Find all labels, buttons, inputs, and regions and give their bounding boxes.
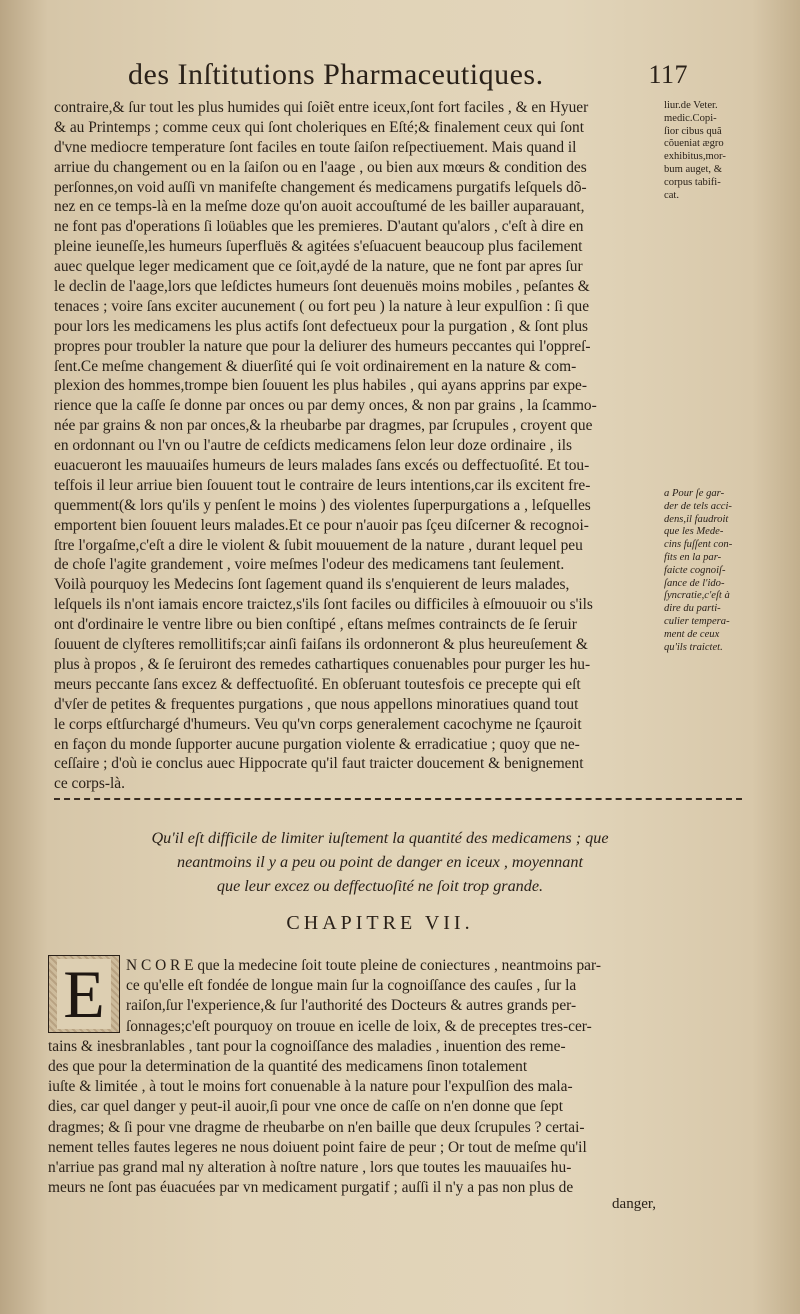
text-line: teſfois il leur arriue bien ſouuent tout le contraire de leurs intentions,car ils excitent fre- [54, 476, 591, 494]
text-line: Voilà pourquoy les Medecins ſont ſagement quand ils s'enquierent de leurs malades, [54, 576, 570, 594]
text-line: d'vſer de petites & frequentes purgations , que nous appellons minoratiues quand tout [54, 695, 579, 713]
text-line: n'arriue pas grand mal ny alteration à noſtre nature , lors que toutes les mauuaiſes hu- [48, 1158, 572, 1176]
text-line: iuſte & limitée , à tout le moins fort conuenable à la nature pour l'expulſion des mala- [48, 1078, 573, 1096]
text-line: ſent.Ce meſme changement & diuerſité qui ſe voit ordinairement en la nature & com- [54, 357, 577, 375]
running-head-title: des Inſtitutions Pharmaceutiques. [128, 58, 544, 91]
text-line: arriue du changement ou en la ſaiſon ou en l'aage , ou bien aux mœurs & condition des [54, 158, 587, 176]
margin-note-line: dire du parti- [664, 603, 721, 615]
text-line: ceſſaire ; d'où ie conclus auec Hippocrate qu'il faut traicter doucement & benignement [54, 755, 584, 773]
text-line: d'vne mediocre temperature ſont faciles en toute ſaiſon reſpectiuement. Mais quand il [54, 138, 577, 156]
text-line: propres pour troubler la nature que pour la deliurer des humeurs peccantes qui l'oppreſ- [54, 337, 591, 355]
text-line: ne font pas d'operations ſi loüables que les premieres. D'autant qu'alors , c'eſt à dire en [54, 218, 584, 236]
text-line: le declin de l'aage,lors que leſdictes humeurs ſont deuenuës moins mobiles , peſantes & [54, 278, 590, 296]
margin-note-line: ment de ceux [664, 628, 720, 640]
margin-note-line: ſance de l'ido- [664, 577, 725, 589]
margin-note-line: que les Mede- [664, 526, 724, 538]
text-line: ſtre l'orgaſme,c'eſt a dire le violent & ſubit mouuement de la nature , durant lequel peu [54, 536, 583, 554]
margin-note-line: dens,il faudroit [664, 513, 729, 525]
heading-line: neantmoins il y a peu ou point de danger en iceux , moyennant [177, 853, 583, 871]
text-line: quemment(& lors qu'ils y penſent le moins ) des violentes ſuperpurgations a , leſquelles [54, 496, 591, 514]
text-line: ce qu'elle eſt fondée de longue main ſur la cognoiſſance des cauſes , ſur la [126, 977, 577, 995]
text-line: contraire,& ſur tout les plus humides qui ſoiẽt entre iceux,ſont fort faciles , & en Hyuer [54, 99, 589, 116]
text-line: meurs peccante ſans excez & deffectuoſité. En obſeruant toutesfois ce precepte qui eſt [54, 675, 581, 693]
text-line: rience que la caſſe ſe donne par onces ou par demy onces, & non par grains , la ſcammo- [54, 397, 597, 415]
margin-note-line: cõueniat ægro [664, 138, 724, 150]
text-line: pleine ieuneſſe,les humeurs ſuperfluës & agitées s'eſuacuent beaucoup plus facilement [54, 238, 583, 256]
ornamental-initial-letter: E [57, 959, 111, 1029]
margin-note-line: exhibitus,mor- [664, 151, 726, 163]
margin-note-line: liur.de Veter. [664, 100, 718, 111]
text-line: raiſon,ſur l'experience,& ſur l'authorité des Docteurs & autres grands per- [126, 997, 577, 1015]
margin-note-line: bum auget, & [664, 163, 722, 175]
text-line: N C O R E que la medecine ſoit toute pleine de coniectures , neantmoins par- [126, 957, 601, 974]
text-line: pour lors les medicamens les plus actifs ſont defectueux pour la purgation , & ſont plus [54, 317, 589, 335]
text-line: perſonnes,on void auſſi vn manifeſte changement és medicamens purgatifs leſquels dõ- [54, 178, 587, 196]
margin-note-line: medic.Copi- [664, 112, 717, 124]
text-line: des que pour la determination de la quantité des medicamens ſinon totalement [48, 1057, 528, 1075]
text-line: ſouuent de clyſteres remollitifs;car ainſi faiſans ils ordonneront & plus heureuſement & [54, 636, 588, 654]
chapter-paragraph [48, 956, 656, 1198]
text-line: née par grains & non par onces,& la rheubarbe par dragmes, par ſcrupules , croyent que [54, 417, 593, 435]
heading-line: que leur excez ou deffectuoſité ne ſoit trop grande. [216, 877, 544, 895]
body-paragraph [54, 98, 662, 794]
text-line: euacueront les mauuaiſes humeurs de leurs malades ſans excés ou deffectuoſité. Et tou- [54, 457, 590, 475]
margin-note-line: cins fuſſent con- [664, 539, 733, 551]
text-line: dies, car quel danger y peut-il auoir,ſi pour vne once de caſſe on n'en donne que ſept [48, 1098, 563, 1116]
text-line: plus à propos , & ſe ſeruiront des remedes cathartiques conuenables pour purger les hu- [54, 655, 591, 673]
text-line: plexion des hommes,trompe bien ſouuent les plus habiles , qui ayans apprins par expe- [54, 377, 587, 395]
margin-note-line: fits en la par- [664, 551, 722, 563]
running-head [128, 58, 688, 98]
heading-line: Qu'il eſt difficile de limiter iuſtement la quantité des medicamens ; que [151, 829, 609, 847]
chapter-heading [60, 826, 700, 898]
text-line: nement telles fautes legeres ne nous doiuent point faire de peur ; Or tout de meſme qu'il [48, 1138, 587, 1156]
text-line: nez en ce temps-là en la meſme doze qu'on auoit accouſtumé de les bailler auparauant, [54, 198, 585, 216]
text-line: le corps eſtſurchargé d'humeurs. Veu qu'vn corps generalement cacochyme ne ſçauroit [54, 715, 582, 733]
text-line: auec quelque leger medicament que ce ſoit,aydé de la nature, que ne font par apres ſur [54, 258, 583, 276]
margin-note-line: ſyncratie,c'eſt à [664, 590, 730, 602]
margin-note-line: ſior cibus quã [664, 125, 722, 137]
section-divider [54, 798, 742, 804]
ornamental-initial [48, 955, 120, 1033]
text-line: de choſe l'agite grandement , voire meſmes l'odeur des medicamens tant ſeulement. [54, 556, 565, 574]
text-line: & au Printemps ; comme ceux qui ſont choleriques en Eſté;& finalement ceux qui ſont [54, 118, 584, 136]
page-number: 117 [648, 60, 688, 89]
text-line: meurs ne ſont pas éuacuées par vn medicament purgatif ; auſſi il n'y a pas non plus de [48, 1179, 574, 1197]
catchword: danger, [612, 1196, 656, 1212]
margin-note-hippocrates [664, 100, 774, 202]
text-line: tains & inesbranlables , tant pour la cognoiſſance des maladies , inuention des reme- [48, 1037, 566, 1055]
text-line: ont d'ordinaire le ventre libre ou bien conſtipé , eſtans meſmes contraincts de ſe ſeruir [54, 616, 577, 634]
margin-note-line: culier tempera- [664, 615, 730, 627]
margin-note-line: der de tels acci- [664, 500, 732, 512]
margin-note-line: corpus tabifi- [664, 176, 721, 188]
text-line: dragmes; & ſi pour vne dragme de rheubarbe on n'en baille que deux ſcrupules ? certai- [48, 1118, 585, 1136]
text-line: emportent bien ſouuent leurs malades.Et ce pour n'auoir pas ſçeu diſcerner & recognoi- [54, 516, 589, 534]
margin-note-line: qu'ils traictet. [664, 641, 723, 653]
margin-note-orgasme [664, 488, 782, 654]
text-line: ſonnages;c'eſt pourquoy on trouue en icelle de loix, & de preceptes tres-cer- [126, 1017, 592, 1035]
text-line: en façon du monde ſupporter aucune purgation violente & erradicatiue ; quoy que ne- [54, 735, 580, 753]
chapter-number: CHAPITRE VII. [286, 912, 474, 934]
margin-note-line: faicte cognoiſ- [664, 564, 726, 576]
text-line: en ordonnant ou l'vn ou l'autre de ceſdicts medicamens ſelon leur doze ordinaire , ils [54, 437, 572, 455]
text-line: leſquels ils n'ont iamais encore traictez,s'ils ſont faciles ou difficiles à eſmouuoir ou s'ils [54, 596, 593, 614]
text-line: ce corps-là. [54, 775, 125, 793]
margin-note-line: a Pour ſe gar- [664, 488, 725, 499]
text-line: tenaces ; voire ſans exciter aucunement ( ou fort peu ) la nature à leur expulſion : ſi que [54, 297, 590, 315]
margin-note-line: cat. [664, 189, 679, 201]
